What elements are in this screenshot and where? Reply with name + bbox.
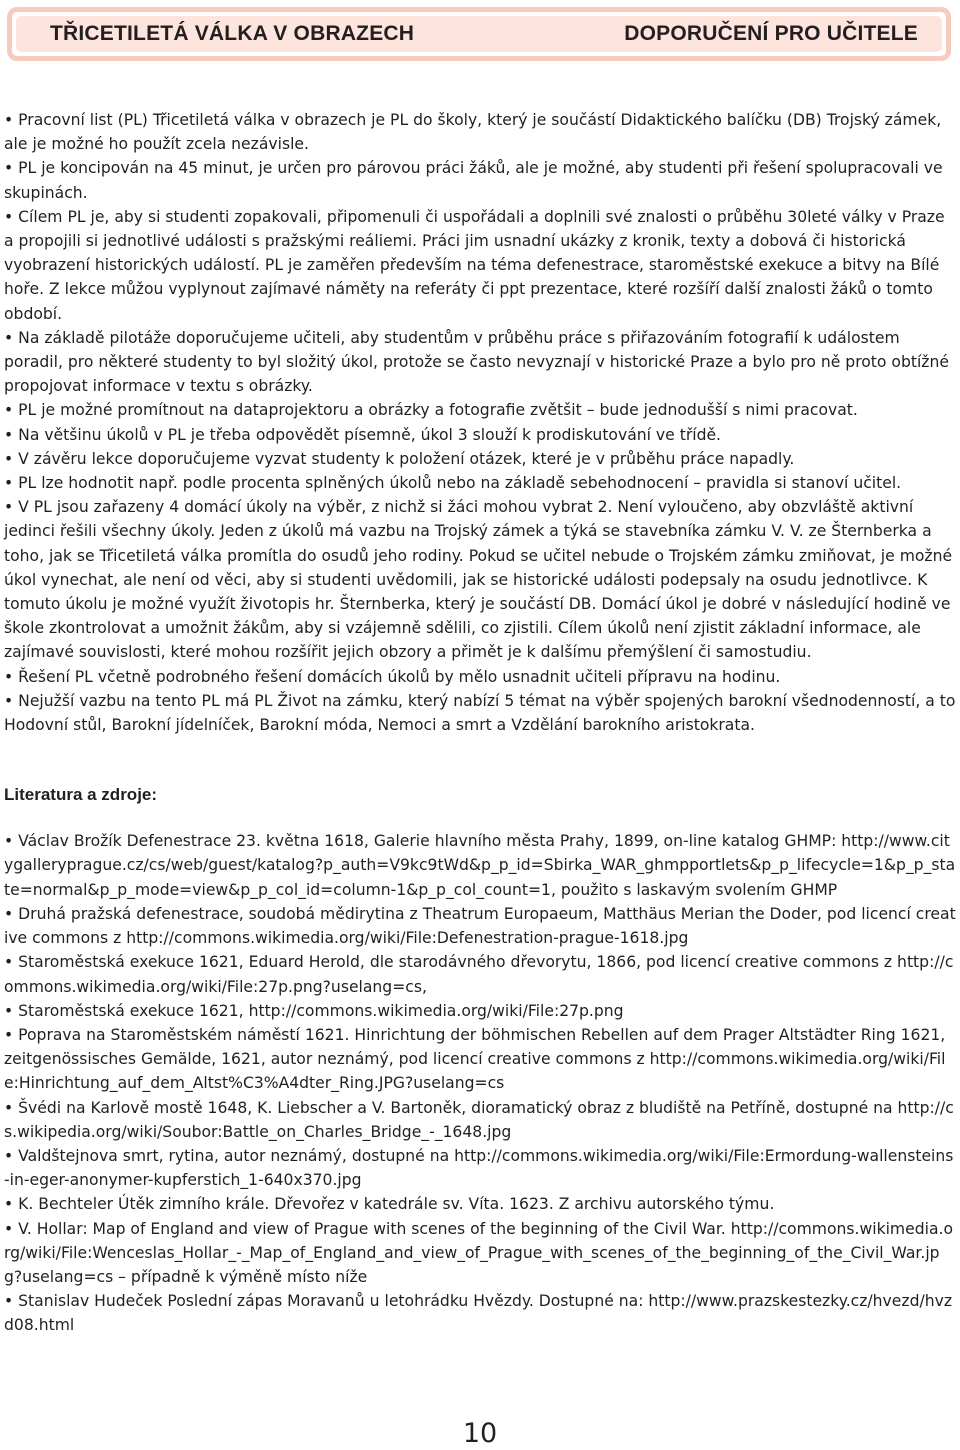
note-item: • Nejužší vazbu na tento PL má PL Život na zámku, který nabízí 5 témat na výběr spojených barokní všednodenností, a to Hodovní stůl, Barokní jídelníček, Barokní móda, Nemoci a smrt a Vzdělání barokního aristokrata.	[4, 689, 956, 737]
note-item: • PL je možné promítnout na dataprojektoru a obrázky a fotografie zvětšit – bude jednodušší s nimi pracovat.	[4, 398, 956, 422]
reference-item: • Poprava na Staroměstském náměstí 1621. Hinrichtung der böhmischen Rebellen auf dem Prager Altstädter Ring 1621, zeitgenössisches Gemälde, 1621, autor neznámý, pod licencí creative commons z http://commons.wikimedia.org/wiki/File:Hinrichtung_auf_dem_Altst%C3%A4dter_Ring.JPG?uselang=cs	[4, 1023, 956, 1096]
reference-item: • Václav Brožík Defenestrace 23. května 1618, Galerie hlavního města Prahy, 1899, on-line katalog GHMP: http://www.citygalleryprague.cz/cs/web/guest/katalog?p_auth=V9kc9tWd&p_p_id=Sbirka_WAR_ghmpportlets&p_p_lifecycle=1&p_p_state=normal&p_p_mode=view&p_p_col_id=column-1&p_p_col_count=1, použito s laskavým svolením GHMP	[4, 829, 956, 902]
teacher-notes-list	[4, 108, 956, 737]
reference-item: • V. Hollar: Map of England and view of Prague with scenes of the beginning of the Civil War. http://commons.wikimedia.org/wiki/File:Wenceslas_Hollar_-_Map_of_England_and_view_of_Prague_with_scenes_of_the_beginning_of_the_Civil_War.jpg?uselang=cs – případně k výměně místo níže	[4, 1217, 956, 1290]
note-item: • Pracovní list (PL) Třicetiletá válka v obrazech je PL do školy, který je součástí Didaktického balíčku (DB) Trojský zámek, ale je možné ho použít zcela nezávisle.	[4, 108, 956, 156]
reference-item: • Druhá pražská defenestrace, soudobá mědirytina z Theatrum Europaeum, Matthäus Merian the Doder, pod licencí creative commons z http://commons.wikimedia.org/wiki/File:Defenestration-prague-1618.jpg	[4, 902, 956, 950]
reference-item: • Valdštejnova smrt, rytina, autor neznámý, dostupné na http://commons.wikimedia.org/wiki/File:Ermordung-wallensteins-in-eger-anonymer-kupferstich_1-640x370.jpg	[4, 1144, 956, 1192]
page-header	[7, 7, 951, 61]
reference-item: • Stanislav Hudeček Poslední zápas Moravanů u letohrádku Hvězdy. Dostupné na: http://www.prazskestezky.cz/hvezd/hvzd08.html	[4, 1289, 956, 1337]
note-item: • Na základě pilotáže doporučujeme učiteli, aby studentům v průběhu práce s přiřazováním fotografií k událostem poradil, pro některé studenty to byl složitý úkol, protože se často nevyznají v historické Praze a bylo pro ně proto obtížné propojovat informace v textu s obrázky.	[4, 326, 956, 399]
references-heading: Literatura a zdroje:	[4, 785, 158, 805]
note-item: • Cílem PL je, aby si studenti zopakovali, připomenuli či uspořádali a doplnili své znalosti o průběhu 30leté války v Praze a propojili si jednotlivé události s pražskými reáliemi. Práci jim usnadní ukázky z kronik, texty a dobová či historická vyobrazení historických událostí. PL je zaměřen především na téma defenestrace, staroměstské exekuce a bitvy na Bílé hoře. Z lekce můžou vyplynout zajímavé náměty na referáty či ppt prezentace, které rozšíří další znalosti žáků o tomto období.	[4, 205, 956, 326]
note-item: • V PL jsou zařazeny 4 domácí úkoly na výběr, z nichž si žáci mohou vybrat 2. Není vyloučeno, aby obzvláště aktivní jedinci řešili všechny úkoly. Jeden z úkolů má vazbu na Trojský zámek a týká se stavebníka zámku V. V. ze Šternberka a toho, jak se Třicetiletá válka promítla do osudů jeho rodiny. Pokud se učitel nebude o Trojském zámku zmiňovat, je možné úkol vynechat, ale není od věci, aby si studenti uvědomili, jak se historické události podepsaly na osudu jednotlivce. K tomuto úkolu je možné využít životopis hr. Šternberka, který je součástí DB. Domácí úkol je dobré v následující hodině ve škole zkontrolovat a umožnit žákům, aby si vzájemně sdělili, co zjistili. Cílem úkolů není zjistit základní informace, ale zajímavé souvislosti, které mohou rozšířit jejich obzory a přimět je k dalšímu přemýšlení či samostudiu.	[4, 495, 956, 664]
reference-item: • Švédi na Karlově mostě 1648, K. Liebscher a V. Bartoněk, dioramatický obraz z bludiště na Petříně, dostupné na http://cs.wikipedia.org/wiki/Soubor:Battle_on_Charles_Bridge_-_1648.jpg	[4, 1096, 956, 1144]
page-header-band	[16, 16, 942, 52]
page-content	[4, 108, 956, 1338]
note-item: • Řešení PL včetně podrobného řešení domácích úkolů by mělo usnadnit učiteli přípravu na hodinu.	[4, 665, 956, 689]
header-section-label: DOPORUČENÍ PRO UČITELE	[624, 22, 918, 45]
note-item: • PL je koncipován na 45 minut, je určen pro párovou práci žáků, ale je možné, aby studenti při řešení spolupracovali ve skupinách.	[4, 156, 956, 204]
note-item: • Na většinu úkolů v PL je třeba odpovědět písemně, úkol 3 slouží k prodiskutování ve třídě.	[4, 423, 956, 447]
page-number: 10	[462, 1418, 498, 1449]
note-item: • V závěru lekce doporučujeme vyzvat studenty k položení otázek, které je v průběhu práce napadly.	[4, 447, 956, 471]
reference-item: • Staroměstská exekuce 1621, http://commons.wikimedia.org/wiki/File:27p.png	[4, 999, 956, 1023]
reference-item: • K. Bechteler Útěk zimního krále. Dřevořez v katedrále sv. Víta. 1623. Z archivu autorského týmu.	[4, 1192, 956, 1216]
references-list	[4, 829, 956, 1337]
note-item: • PL lze hodnotit např. podle procenta splněných úkolů nebo na základě sebehodnocení – pravidla si stanoví učitel.	[4, 471, 956, 495]
header-title: TŘICETILETÁ VÁLKA V OBRAZECH	[50, 22, 415, 45]
reference-item: • Staroměstská exekuce 1621, Eduard Herold, dle starodávného dřevorytu, 1866, pod licencí creative commons z http://commons.wikimedia.org/wiki/File:27p.png?uselang=cs,	[4, 950, 956, 998]
